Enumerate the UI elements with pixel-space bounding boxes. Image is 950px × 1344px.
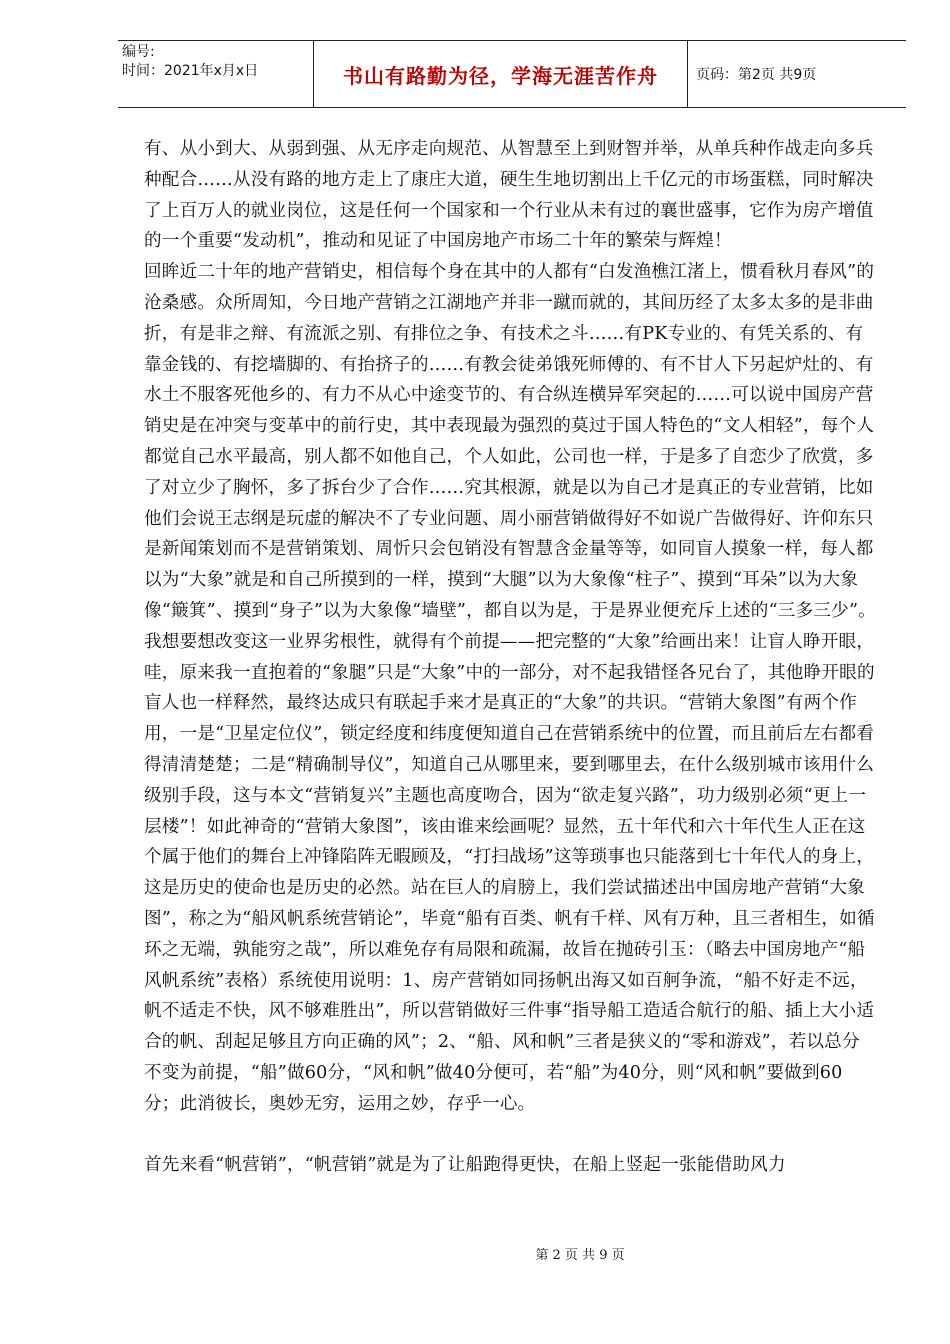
document-body [144, 134, 876, 1180]
date-line: 时间：2021年x月x日 [122, 63, 259, 79]
header-motto: 书山有路勤为径，学海无涯苦作舟 [314, 41, 688, 107]
page-footer: 第 2 页 共 9 页 [535, 1248, 625, 1263]
body-paragraph: 首先来看“帆营销”，“帆营销”就是为了让船跑得更快，在船上竖起一张能借助风力 [144, 1154, 786, 1175]
serial-number-label: 编号: [122, 44, 155, 60]
body-paragraph: 有、从小到大、从弱到强、从无序走向规范、从智慧至上到财智并举，从单兵种作战走向多兵种配合……从没有路的地方走上了康庄大道，硬生生地切割出上千亿元的市场蛋糕，同时解决了上百万人的就业岗位，这是任何一个国家和一个行业从未有过的襄世盛事，它作为房产增值的一个重要“发动机”，推动和见证了中国房地产市场二十年的繁荣与辉煌！ [144, 139, 874, 252]
page-header [118, 40, 906, 108]
header-meta [118, 41, 314, 107]
body-paragraph: 回眸近二十年的地产营销史，相信每个身在其中的人都有“白发渔樵江渚上，惯看秋月春风”的沧桑感。众所周知，今日地产营销之江湖地产并非一蹴而就的，其间历经了太多太多的是非曲折，有是非之辩、有流派之别、有排位之争、有技术之斗……有PK专业的、有凭关系的、有靠金钱的、有挖墙脚的、有抬挤子的……有教会徒弟饿死师傅的、有不甘人下另起炉灶的、有水土不服客死他乡的、有力不从心中途变节的、有合纵连横异军突起的……可以说中国房产营销史是在冲突与变革中的前行史，其中表现最为强烈的莫过于国人特色的“文人相轻”，每个人都觉自己水平最高，别人都不如他自己，个人如此，公司也一样，于是多了自恋少了欣赏，多了对立少了胸怀，多了拆台少了合作……究其根源，就是以为自己才是真正的专业营销，比如他们会说王志纲是玩虚的解决不了专业问题、周小丽营销做得好不如说广告做得好、许仰东只是新闻策划而不是营销策划、周忻只会包销没有智慧含金量等等，如同盲人摸象一样，每人都以为“大象”就是和自己所摸到的一样，摸到“大腿”以为大象像“柱子”、摸到“耳朵”以为大象像“簸箕”、摸到“身子”以为大象像“墙壁”，都自以为是，于是界业便充斥上述的“三多三少”。我想要想改变这一业界劣根性，就得有个前提——把完整的“大象”给画出来！让盲人睁开眼，哇，原来我一直抱着的“象腿”只是“大象”中的一部分，对不起我错怪各兄台了，其他睁开眼的盲人也一样释然，最终达成只有联起手来才是真正的“大象”的共识。“营销大象图”有两个作用，一是“卫星定位仪”，锁定经度和纬度便知道自己在营销系统中的位置，而且前后左右都看得清清楚楚；二是“精确制导仪”，知道自己从哪里来，要到哪里去，在什么级别城市该用什么级别手段，这与本文“营销复兴”主题也高度吻合，因为“欲走复兴路”，功力级别必须“更上一层楼”！如此神奇的“营销大象图”，该由谁来绘画呢？显然，五十年代和六十年代生人正在这个属于他们的舞台上冲锋陷阵无暇顾及，“打扫战场”这等琐事也只能落到七十年代人的身上，这是历史的使命也是历史的必然。站在巨人的肩膀上，我们尝试描述出中国房地产营销“大象图”，称之为“船风帆系统营销论”，毕竟“船有百类、帆有千样、风有万种，且三者相生，如循环之无端，孰能穷之哉”，所以难免存有局限和疏漏，故旨在抛砖引玉：（略去中国房地产“船风帆系统”表格）系统使用说明：1、房产营销如同扬帆出海又如百舸争流，“船不好走不远，帆不适走不快，风不够难胜出”，所以营销做好三件事“指导船工造适合航行的船、插上大小适合的帆、刮起足够且方向正确的风”；2、“船、风和帆”三者是狭义的“零和游戏”，若以总分不变为前提，“船”做60分，“风和帆”做40分便可，若“船”为40分，则“风和帆”要做到60分；此消彼长，奥妙无穷，运用之妙，存乎一心。 [144, 262, 876, 1114]
header-page-info: 页码：第2页 共9页 [696, 67, 817, 83]
